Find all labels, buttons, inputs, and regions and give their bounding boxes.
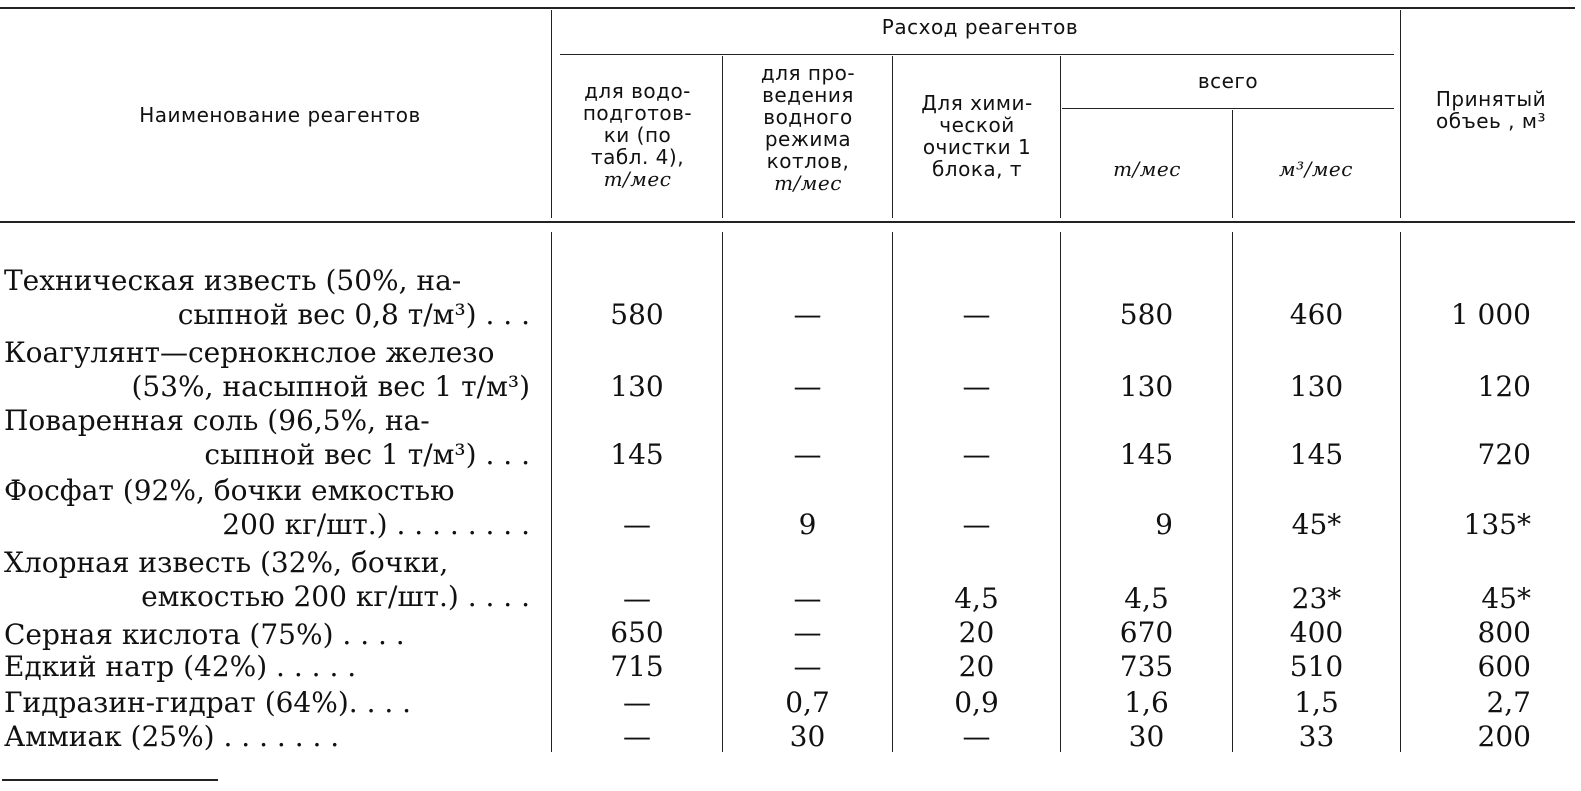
footnote-rule [2, 779, 218, 781]
cell-boiler: — [793, 650, 822, 683]
cell-total-t: 9 [1155, 508, 1173, 541]
cell-chem: 4,5 [954, 582, 999, 615]
cell-total-m3: 130 [1289, 370, 1344, 403]
cell-total-t: 145 [1119, 438, 1174, 471]
cell-total-m3: 23* [1291, 582, 1342, 615]
cell-total-m3: 460 [1289, 298, 1344, 331]
cell-water: — [623, 720, 651, 753]
vline-h6 [1400, 10, 1401, 218]
cell-volume: 45* [1481, 582, 1531, 615]
vline-h3 [892, 56, 893, 218]
col-total-header: всего [1197, 69, 1259, 93]
row-name: Фосфат (92%, бочки емкостью 200 кг/шт.) . . . . . . . . [4, 474, 530, 541]
header-bottom-rule [0, 221, 1575, 223]
cell-total-t: 735 [1119, 650, 1174, 683]
cell-volume: 720 [1477, 438, 1531, 471]
col-total-t-header: т/мес [1113, 157, 1181, 181]
vline-h1 [551, 10, 552, 218]
cell-volume: 600 [1477, 650, 1531, 683]
cell-chem: 20 [958, 650, 995, 683]
cell-water: 715 [610, 650, 664, 683]
row-name: Коагулянт—сернокнслое железо (53%, насыпной вес 1 т/м³) [4, 336, 530, 403]
row-name: Хлорная известь (32%, бочки, емкостью 200 кг/шт.) . . . . [4, 546, 530, 613]
total-underline [1062, 108, 1394, 109]
cell-boiler: — [793, 616, 822, 649]
col-water-prep-header: для водо- подготов- ки (по табл. 4), т/мес [582, 79, 693, 191]
cell-total-m3: 33 [1298, 720, 1335, 753]
cell-chem: — [962, 438, 991, 471]
cell-chem: — [962, 720, 991, 753]
cell-chem: 20 [958, 616, 995, 649]
cell-total-t: 130 [1119, 370, 1174, 403]
cell-boiler: — [793, 298, 822, 331]
cell-total-t: 670 [1119, 616, 1174, 649]
row-name: Техническая известь (50%, на- сыпной вес 0,8 т/м³) . . . [4, 264, 530, 331]
group-underline [560, 54, 1394, 55]
col-boiler-header: для про- ведения водного режима котлов, т/мес [760, 61, 856, 195]
cell-volume: 200 [1477, 720, 1531, 753]
cell-volume: 2,7 [1486, 686, 1531, 719]
header-top-rule [0, 7, 1575, 9]
col-chemical-header: Для хими- ческой очистки 1 блока, т [921, 91, 1033, 181]
cell-volume: 120 [1477, 370, 1531, 403]
cell-total-t: 1,6 [1124, 686, 1169, 719]
group-title: Расход реагентов [881, 15, 1079, 39]
cell-chem: — [962, 370, 991, 403]
cell-chem: — [962, 508, 991, 541]
cell-total-m3: 145 [1289, 438, 1344, 471]
vline-h2 [722, 56, 723, 218]
cell-chem: 0,9 [954, 686, 999, 719]
cell-boiler: — [793, 370, 822, 403]
cell-total-t: 4,5 [1124, 582, 1169, 615]
cell-total-t: 580 [1119, 298, 1174, 331]
cell-water: — [623, 582, 651, 615]
row-name: Серная кислота (75%) . . . . [4, 618, 405, 651]
cell-water: 145 [610, 438, 664, 471]
row-name: Поваренная соль (96,5%, на- сыпной вес 1 т/м³) . . . [4, 404, 530, 471]
cell-volume: 800 [1477, 616, 1531, 649]
cell-total-m3: 1,5 [1294, 686, 1339, 719]
cell-volume: 1 000 [1450, 298, 1531, 331]
cell-water: 650 [610, 616, 664, 649]
cell-chem: — [962, 298, 991, 331]
cell-water: 580 [610, 298, 664, 331]
cell-total-m3: 45* [1291, 508, 1342, 541]
row-name: Едкий натр (42%) . . . . . [4, 650, 357, 683]
cell-boiler: — [793, 438, 822, 471]
cell-water: 130 [610, 370, 664, 403]
cell-total-m3: 400 [1289, 616, 1344, 649]
cell-boiler: — [793, 582, 822, 615]
cell-total-m3: 510 [1289, 650, 1344, 683]
vline-h4 [1060, 56, 1061, 218]
cell-boiler: 30 [789, 720, 826, 753]
col-volume-header: Принятый объеь , м³ [1435, 87, 1547, 133]
cell-water: — [623, 508, 651, 541]
cell-total-t: 30 [1128, 720, 1165, 753]
col-name-header: Наименование реагентов [139, 103, 421, 127]
cell-water: — [623, 686, 651, 719]
row-name: Гидразин-гидрат (64%). . . . [4, 686, 412, 719]
cell-volume: 135* [1463, 508, 1531, 541]
cell-boiler: 0,7 [785, 686, 830, 719]
col-total-m3-header: м³/мес [1279, 157, 1353, 181]
cell-boiler: 9 [798, 508, 817, 541]
row-name: Аммиак (25%) . . . . . . . [4, 720, 340, 753]
